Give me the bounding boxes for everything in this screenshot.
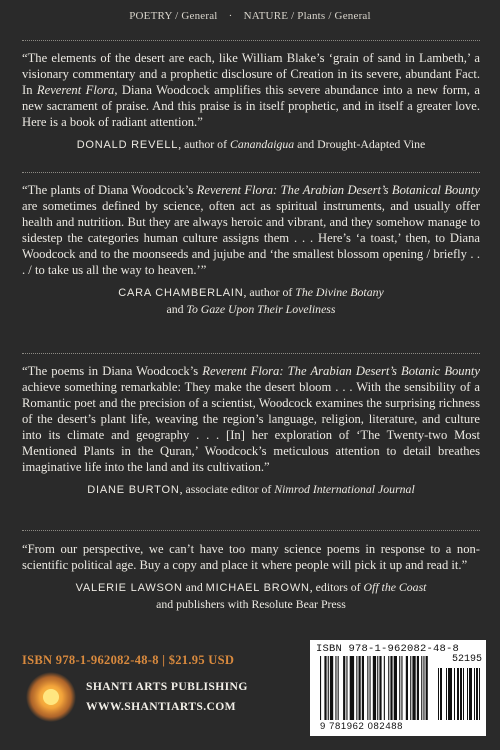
barcode: [310, 640, 486, 736]
blurb-attribution: [22, 579, 480, 612]
attribution-name-2: MICHAEL BROWN: [205, 582, 310, 594]
isbn-price: ISBN 978-1-962082-48-8 | $21.95 USD: [22, 653, 235, 667]
divider: [22, 530, 480, 531]
blurb-2: [22, 182, 480, 317]
category-separator: ·: [228, 10, 233, 22]
attribution-name: DONALD REVELL: [76, 139, 179, 151]
attribution-name: DIANE BURTON: [87, 484, 180, 496]
attribution-detail: , author of Canandaigua and Drought-Adapted Vine: [178, 137, 426, 151]
category-right: NATURE / Plants / General: [243, 10, 371, 22]
attribution-detail: , author of The Divine Botany and To Gaze Upon Their Loveliness: [166, 285, 384, 316]
attribution-name: CARA CHAMBERLAIN: [118, 287, 244, 299]
blurb-quote: “From our perspective, we can’t have too many science poems in response to a non-scientific political age. Buy a copy and place it where people will pick it up and read it.”: [22, 542, 480, 572]
blurb-1: [22, 50, 480, 153]
barcode-price-code: 52195: [451, 654, 482, 665]
category-left: POETRY / General: [129, 10, 218, 22]
blurb-quote: “The elements of the desert are each, like William Blake’s ‘grain of sand in Lambeth,’ a visionary commentary and a prophetic disclosure of Creation in its severe, abundant Fact. In Reverent Flora, Diana Woodcock amplifies this severe abundance into a new form, a new sacrament of praise. And this praise is in itself prophetic, and in itself a greater love. Here is a book of radiant attention.”: [22, 51, 480, 129]
blurb-quote: “The plants of Diana Woodcock’s Reverent Flora: The Arabian Desert’s Botanical Bounty are sometimes defined by science, often act as spiritual instruments, and usually offer health and nutrition. But they are always heroic and vibrant, and they somehow manage to sidestep the categories human culture assigns them . . . Here’s ‘a toast,’ then, to Diana Woodcock and to the moonseeds and jujube and ‘the smallest blossom opening / briefly . . . / to take us all the way to heaven.’”: [22, 183, 480, 277]
attribution-detail: , associate editor of Nimrod International Journal: [179, 482, 415, 496]
publisher-name: SHANTI ARTS PUBLISHING: [86, 680, 248, 693]
sun-icon: [26, 672, 76, 722]
publisher-website[interactable]: WWW.SHANTIARTS.COM: [86, 700, 237, 713]
blurb-quote: “The poems in Diana Woodcock’s Reverent Flora: The Arabian Desert’s Botanic Bounty achieve something remarkable: They make the desert bloom . . . With the sensibility of a Romantic poet and the precision of a scientist, Woodcock examines the surprising richness of the desert’s plant life, weaving the region’s language, religion, literature, and culture into its climate and geography . . . [In] her exploration of ‘The Twenty-two Most Mentioned Plants in the Quran,’ Woodcock’s meticulous attention to detail breathes imaginative life into the land and its cultivation.”: [22, 364, 480, 474]
blurb-3: [22, 363, 480, 498]
divider: [22, 40, 480, 41]
blurb-4: [22, 541, 480, 612]
attribution-detail: , editors of Off the Coast and publishers with Resolute Bear Press: [156, 580, 427, 611]
divider: [22, 353, 480, 354]
blurb-attribution: [22, 284, 480, 317]
barcode-isbn: ISBN 978-1-962082-48-8: [316, 643, 460, 655]
divider: [22, 172, 480, 173]
attribution-joiner: and: [182, 580, 206, 594]
attribution-name: VALERIE LAWSON: [75, 582, 183, 594]
subject-categories: [0, 10, 500, 22]
blurb-attribution: [22, 481, 480, 498]
blurb-attribution: [22, 136, 480, 153]
barcode-digits: 9 781962 082488: [320, 721, 403, 732]
